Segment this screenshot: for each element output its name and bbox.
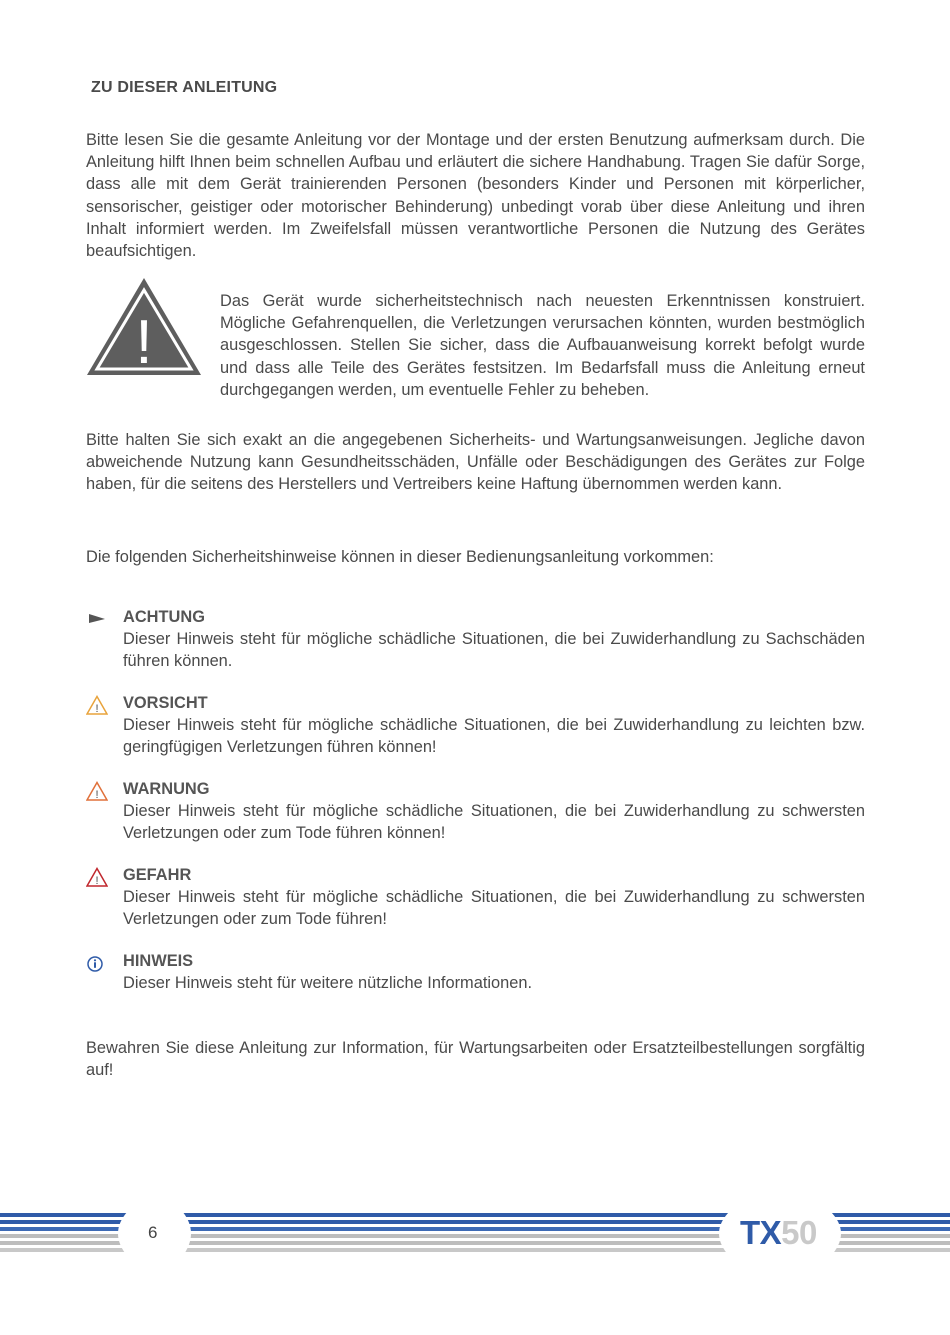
danger-triangle-icon: [86, 867, 108, 887]
notice-text: Dieser Hinweis steht für mögliche schädliche Situationen, die bei Zuwiderhandlung zu Sachschäden führen können.: [123, 630, 865, 671]
notice-title: HINWEIS: [123, 952, 194, 970]
svg-text:!: !: [95, 789, 99, 801]
notice-title: WARNUNG: [123, 780, 210, 798]
warning-triangle-icon: [86, 781, 108, 801]
info-icon: [86, 953, 108, 973]
warning-box-text: Das Gerät wurde sicherheitstechnisch nach neuesten Erkenntnissen konstruiert. Mögliche Gefahrenquellen, die Verletzungen verursachen könnten, wurden bestmöglich ausgeschlossen. Stellen Sie sicher, dass die Aufbauanweisung korrekt befolgt wurde und dass alle Teile des Gerätes festsitzen. Im Bedarfsfall muss die Anleitung erneut durchgegangen werden, um eventuelle Fehler zu beheben.: [220, 292, 865, 399]
notice-text: Dieser Hinweis steht für mögliche schädliche Situationen, die bei Zuwiderhandlung zu schwersten Verletzungen oder zum Tode führen!: [123, 888, 865, 929]
svg-text:!: !: [135, 308, 153, 377]
caution-triangle-icon: [86, 695, 108, 715]
logo-tx: TX: [740, 1214, 782, 1251]
notices-intro: Die folgenden Sicherheitshinweise können in dieser Bedienungsanleitung vorkommen:: [86, 548, 714, 566]
svg-text:!: !: [95, 875, 99, 887]
notice-text: Dieser Hinweis steht für mögliche schädliche Situationen, die bei Zuwiderhandlung zu leichten bzw. geringfügigen Verletzungen führen können!: [123, 716, 865, 757]
logo-num: 50: [781, 1214, 817, 1251]
page-number: 6: [148, 1223, 158, 1242]
safety-paragraph: Bitte halten Sie sich exakt an die angegebenen Sicherheits- und Wartungsanweisungen. Jegliche davon abweichende Nutzung kann Gesundheitsschäden, Unfälle oder Beschädigungen des Gerätes zur Folge haben, für die seitens des Herstellers und Vertreibers keine Haftung übernommen werden kann.: [86, 431, 865, 494]
notice-title: GEFAHR: [123, 866, 192, 884]
notice-title: VORSICHT: [123, 694, 208, 712]
notice-text: Dieser Hinweis steht für weitere nützliche Informationen.: [123, 974, 533, 992]
notice-text: Dieser Hinweis steht für mögliche schädliche Situationen, die bei Zuwiderhandlung zu schwersten Verletzungen oder zum Tode führen können!: [123, 802, 865, 843]
closing-paragraph: Bewahren Sie diese Anleitung zur Information, für Wartungsarbeiten oder Ersatzteilbestellungen sorgfältig auf!: [86, 1039, 865, 1080]
arrow-icon: [86, 609, 108, 629]
large-warning-triangle-icon: [85, 276, 203, 378]
intro-paragraph: Bitte lesen Sie die gesamte Anleitung vor der Montage und der ersten Benutzung aufmerksam durch. Die Anleitung hilft Ihnen beim schnellen Aufbau und erläutert die sichere Handhabung. Tragen Sie dafür Sorge, dass alle mit dem Gerät trainierenden Personen (besonders Kinder und Personen mit körperlicher, sensorischer, geistiger oder motorischer Behinderung) unbedingt vorab über diese Anleitung und ihren Inhalt informiert werden. Im Zweifelsfall müssen verantwortliche Personen die Nutzung des Gerätes beaufsichtigen.: [86, 131, 865, 261]
section-heading: ZU DIESER ANLEITUNG: [91, 79, 278, 96]
svg-text:!: !: [95, 703, 99, 715]
brand-logo: [740, 1214, 817, 1252]
notice-title: ACHTUNG: [123, 608, 205, 626]
